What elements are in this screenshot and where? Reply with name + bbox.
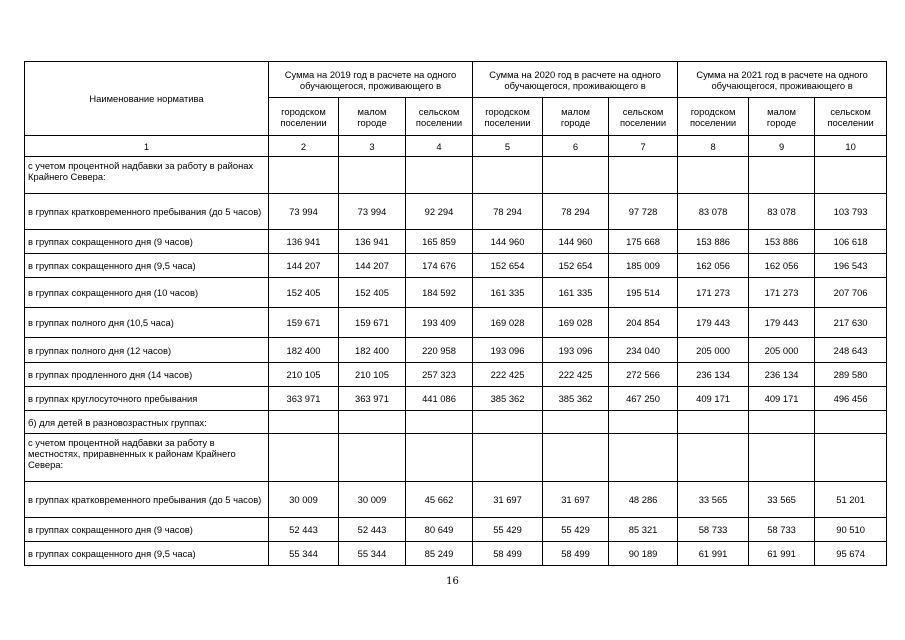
table-cell: 161 335 <box>543 278 609 308</box>
table-cell: 409 171 <box>678 387 749 411</box>
table-cell: 31 697 <box>543 482 609 518</box>
table-cell: 236 134 <box>678 363 749 387</box>
table-cell <box>406 157 473 194</box>
table-cell: 90 510 <box>815 518 887 542</box>
header-name-column: Наименование норматива <box>25 62 269 136</box>
table-row <box>25 518 887 542</box>
table-cell: 61 991 <box>678 542 749 566</box>
table-row <box>25 157 887 194</box>
column-index: 3 <box>339 136 406 157</box>
table-cell: 409 171 <box>749 387 815 411</box>
header-sub-rural: сельском поселении <box>815 98 887 136</box>
table-cell <box>678 434 749 482</box>
table-cell: 220 958 <box>406 338 473 363</box>
table-cell: 236 134 <box>749 363 815 387</box>
header-year-2019: Сумма на 2019 год в расчете на одного обучающегося, проживающего в <box>269 62 473 98</box>
table-cell: 136 941 <box>339 230 406 254</box>
table-cell: 152 654 <box>473 254 543 278</box>
table-cell: 205 000 <box>749 338 815 363</box>
row-label: в группах сокращенного дня (9,5 часа) <box>25 254 269 278</box>
table-cell <box>406 411 473 434</box>
row-label: в группах сокращенного дня (9,5 часа) <box>25 542 269 566</box>
header-sub-urban: городском поселении <box>269 98 339 136</box>
table-cell: 73 994 <box>269 194 339 230</box>
column-index: 2 <box>269 136 339 157</box>
table-cell: 153 886 <box>749 230 815 254</box>
table-cell: 174 676 <box>406 254 473 278</box>
table-cell <box>678 411 749 434</box>
row-label: б) для детей в разновозрастных группах: <box>25 411 269 434</box>
table-cell: 97 728 <box>609 194 678 230</box>
table-cell: 144 207 <box>269 254 339 278</box>
table-cell: 248 643 <box>815 338 887 363</box>
row-label: в группах сокращенного дня (9 часов) <box>25 230 269 254</box>
table-cell: 106 618 <box>815 230 887 254</box>
table-cell: 152 405 <box>339 278 406 308</box>
table-cell <box>473 157 543 194</box>
table-cell: 210 105 <box>269 363 339 387</box>
table-cell: 182 400 <box>269 338 339 363</box>
table-row <box>25 254 887 278</box>
table-cell: 162 056 <box>678 254 749 278</box>
table-cell: 61 991 <box>749 542 815 566</box>
table-cell: 165 859 <box>406 230 473 254</box>
header-sub-small-town: малом городе <box>339 98 406 136</box>
table-cell <box>815 157 887 194</box>
row-label: в группах полного дня (12 часов) <box>25 338 269 363</box>
table-cell <box>406 434 473 482</box>
table-row <box>25 194 887 230</box>
table-cell: 234 040 <box>609 338 678 363</box>
table-cell: 80 649 <box>406 518 473 542</box>
table-cell <box>473 411 543 434</box>
table-cell: 92 294 <box>406 194 473 230</box>
table-cell: 52 443 <box>339 518 406 542</box>
table-cell: 52 443 <box>269 518 339 542</box>
table-cell: 196 543 <box>815 254 887 278</box>
table-cell <box>749 411 815 434</box>
row-label: в группах кратковременного пребывания (до 5 часов) <box>25 194 269 230</box>
row-label: в группах продленного дня (14 часов) <box>25 363 269 387</box>
table-row <box>25 308 887 338</box>
table-cell <box>473 434 543 482</box>
table-cell: 162 056 <box>749 254 815 278</box>
row-label: с учетом процентной надбавки за работу в районах Крайнего Севера: <box>25 157 269 194</box>
table-cell: 193 096 <box>473 338 543 363</box>
table-cell: 144 207 <box>339 254 406 278</box>
table-cell: 193 096 <box>543 338 609 363</box>
table-cell: 185 009 <box>609 254 678 278</box>
table-cell: 55 344 <box>269 542 339 566</box>
table-cell: 48 286 <box>609 482 678 518</box>
header-sub-small-town: малом городе <box>749 98 815 136</box>
table-cell: 51 201 <box>815 482 887 518</box>
table-cell: 182 400 <box>339 338 406 363</box>
column-index: 4 <box>406 136 473 157</box>
table-cell: 30 009 <box>269 482 339 518</box>
table-cell: 31 697 <box>473 482 543 518</box>
table-cell <box>339 434 406 482</box>
column-index: 7 <box>609 136 678 157</box>
table-cell: 207 706 <box>815 278 887 308</box>
table-cell: 171 273 <box>749 278 815 308</box>
table-cell: 83 078 <box>678 194 749 230</box>
table-cell: 95 674 <box>815 542 887 566</box>
table-cell: 90 189 <box>609 542 678 566</box>
table-cell: 217 630 <box>815 308 887 338</box>
table-cell: 33 565 <box>749 482 815 518</box>
table-cell: 85 249 <box>406 542 473 566</box>
table-cell: 195 514 <box>609 278 678 308</box>
table-cell: 144 960 <box>473 230 543 254</box>
table-cell <box>609 411 678 434</box>
table-cell: 58 733 <box>749 518 815 542</box>
table-row <box>25 387 887 411</box>
table-cell: 58 733 <box>678 518 749 542</box>
row-label: в группах круглосуточного пребывания <box>25 387 269 411</box>
table-row <box>25 230 887 254</box>
table-cell: 257 323 <box>406 363 473 387</box>
table-cell: 205 000 <box>678 338 749 363</box>
table-cell <box>678 157 749 194</box>
table-row <box>25 411 887 434</box>
row-label: в группах кратковременного пребывания (до 5 часов) <box>25 482 269 518</box>
table-cell: 153 886 <box>678 230 749 254</box>
table-cell <box>339 411 406 434</box>
column-index: 1 <box>25 136 269 157</box>
table-row <box>25 434 887 482</box>
table-cell <box>749 157 815 194</box>
table-cell <box>609 157 678 194</box>
column-index: 10 <box>815 136 887 157</box>
table-cell: 85 321 <box>609 518 678 542</box>
table-cell: 152 654 <box>543 254 609 278</box>
table-cell: 45 662 <box>406 482 473 518</box>
table-cell: 58 499 <box>543 542 609 566</box>
table-cell: 363 971 <box>339 387 406 411</box>
row-label: с учетом процентной надбавки за работу в местностях, приравненных к районам Крайнего Севера: <box>25 434 269 482</box>
table-cell: 184 592 <box>406 278 473 308</box>
norms-table <box>24 61 887 566</box>
table-cell: 193 409 <box>406 308 473 338</box>
column-index-row <box>25 136 887 157</box>
row-label: в группах полного дня (10,5 часа) <box>25 308 269 338</box>
table-cell: 55 429 <box>473 518 543 542</box>
table-cell: 78 294 <box>543 194 609 230</box>
table-cell <box>269 434 339 482</box>
column-index: 5 <box>473 136 543 157</box>
table-cell: 73 994 <box>339 194 406 230</box>
table-cell: 55 429 <box>543 518 609 542</box>
header-year-2020: Сумма на 2020 год в расчете на одного обучающегося, проживающего в <box>473 62 678 98</box>
table-cell: 55 344 <box>339 542 406 566</box>
header-sub-small-town: малом городе <box>543 98 609 136</box>
table-cell: 30 009 <box>339 482 406 518</box>
table-row <box>25 338 887 363</box>
table-cell <box>339 157 406 194</box>
row-label: в группах сокращенного дня (9 часов) <box>25 518 269 542</box>
table-cell <box>543 157 609 194</box>
table-cell: 289 580 <box>815 363 887 387</box>
table-cell: 363 971 <box>269 387 339 411</box>
table-cell: 103 793 <box>815 194 887 230</box>
table-cell: 222 425 <box>543 363 609 387</box>
table-row <box>25 363 887 387</box>
header-sub-urban: городском поселении <box>473 98 543 136</box>
table-cell <box>609 434 678 482</box>
column-index: 6 <box>543 136 609 157</box>
table-cell: 78 294 <box>473 194 543 230</box>
table-cell: 161 335 <box>473 278 543 308</box>
table-cell <box>815 411 887 434</box>
column-index: 9 <box>749 136 815 157</box>
table-cell: 159 671 <box>269 308 339 338</box>
table-cell: 171 273 <box>678 278 749 308</box>
table-cell: 33 565 <box>678 482 749 518</box>
table-cell: 169 028 <box>473 308 543 338</box>
table-cell <box>269 157 339 194</box>
table-cell: 175 668 <box>609 230 678 254</box>
table-cell: 169 028 <box>543 308 609 338</box>
table-cell: 179 443 <box>749 308 815 338</box>
table-cell: 441 086 <box>406 387 473 411</box>
table-cell: 210 105 <box>339 363 406 387</box>
header-sub-rural: сельском поселении <box>609 98 678 136</box>
table-body <box>25 157 887 566</box>
table-cell: 204 854 <box>609 308 678 338</box>
table-cell: 83 078 <box>749 194 815 230</box>
table-cell: 58 499 <box>473 542 543 566</box>
table-header <box>25 62 887 157</box>
page-number: 16 <box>446 576 459 587</box>
table-cell: 222 425 <box>473 363 543 387</box>
table-row <box>25 542 887 566</box>
table-cell: 179 443 <box>678 308 749 338</box>
table-cell <box>543 434 609 482</box>
table-cell <box>269 411 339 434</box>
table-cell: 385 362 <box>473 387 543 411</box>
header-sub-urban: городском поселении <box>678 98 749 136</box>
row-label: в группах сокращенного дня (10 часов) <box>25 278 269 308</box>
table-cell <box>543 411 609 434</box>
table-cell: 159 671 <box>339 308 406 338</box>
table-row <box>25 278 887 308</box>
table-cell <box>815 434 887 482</box>
table-cell: 385 362 <box>543 387 609 411</box>
table-cell: 496 456 <box>815 387 887 411</box>
table-cell: 467 250 <box>609 387 678 411</box>
table-cell: 136 941 <box>269 230 339 254</box>
table-cell: 144 960 <box>543 230 609 254</box>
header-sub-rural: сельском поселении <box>406 98 473 136</box>
column-index: 8 <box>678 136 749 157</box>
table-cell <box>749 434 815 482</box>
table-cell: 272 566 <box>609 363 678 387</box>
table-row <box>25 482 887 518</box>
table-cell: 152 405 <box>269 278 339 308</box>
header-year-2021: Сумма на 2021 год в расчете на одного обучающегося, проживающего в <box>678 62 887 98</box>
